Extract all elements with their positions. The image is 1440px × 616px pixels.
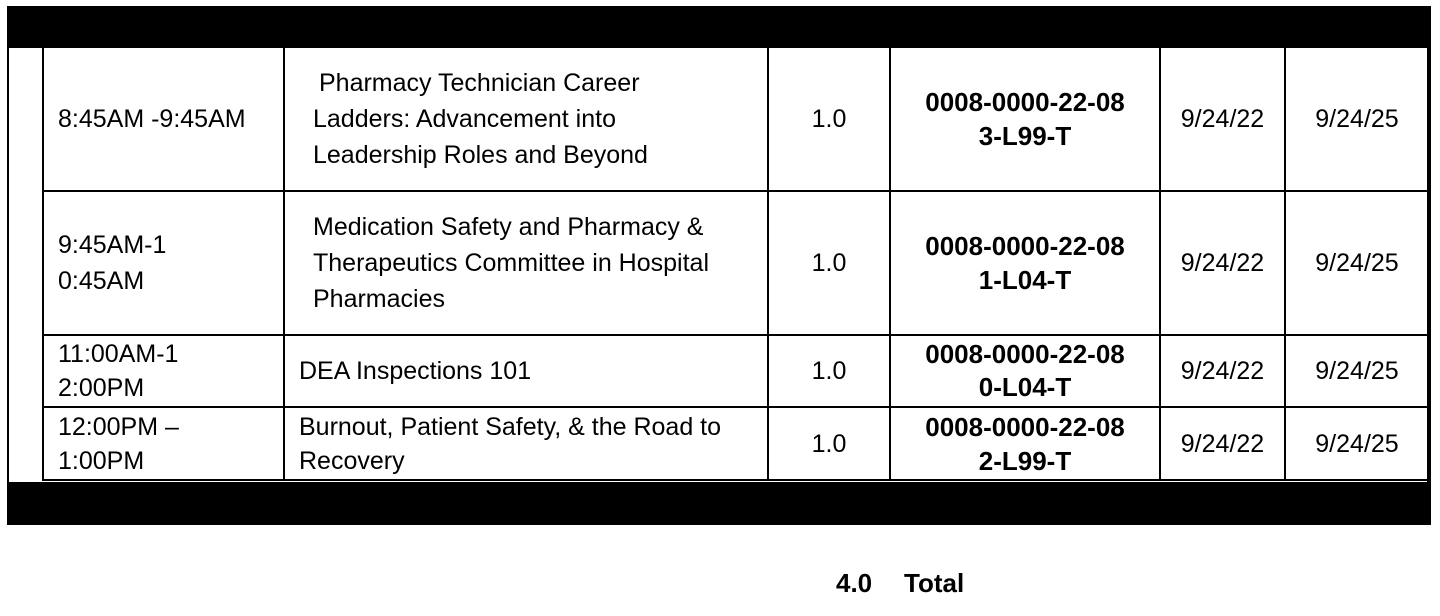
session-title-line: Pharmacy Technician Career: [319, 69, 640, 97]
session-time: [43, 335, 284, 407]
session-title: [284, 407, 768, 480]
session-title-line: Ladders: Advancement into Leadership Roles and Beyond: [313, 105, 648, 169]
credit-total-label: Total: [904, 568, 965, 598]
table-row: [43, 47, 1429, 191]
table-bottom-bar: [7, 482, 1431, 525]
session-title: [284, 191, 768, 335]
session-expiration-date: 9/24/25: [1285, 407, 1429, 480]
session-credits: 1.0: [768, 407, 890, 480]
table-left-border: [7, 48, 9, 482]
session-release-date: 9/24/22: [1160, 407, 1285, 480]
session-uan-text: 0008-0000-22-083-L99-T: [925, 87, 1125, 151]
session-title: DEA Inspections 101: [284, 335, 768, 407]
session-release-date: 9/24/22: [1160, 191, 1285, 335]
table-row: [43, 407, 1429, 480]
session-schedule-table: [42, 46, 1430, 481]
session-credits: 1.0: [768, 191, 890, 335]
session-uan: [890, 335, 1160, 407]
session-time: [43, 191, 284, 335]
session-uan-text: 0008-0000-22-080-L04-T: [925, 339, 1125, 402]
session-uan: [890, 47, 1160, 191]
session-time: [43, 407, 284, 480]
session-title: [284, 47, 768, 191]
session-time-text: 11:00AM-12:00PM: [58, 340, 179, 402]
session-uan: [890, 407, 1160, 480]
session-time-text: 9:45AM-10:45AM: [58, 231, 167, 295]
session-title-text: Burnout, Patient Safety, & the Road to Recovery: [299, 412, 722, 475]
credit-total-value: 4.0: [836, 568, 873, 598]
session-expiration-date: 9/24/25: [1285, 335, 1429, 407]
session-expiration-date: 9/24/25: [1285, 191, 1429, 335]
session-title-text: Medication Safety and Pharmacy & Therapeutics Committee in Hospital Pharmacies: [313, 213, 709, 313]
session-credits: 1.0: [768, 47, 890, 191]
session-time: 8:45AM -9:45AM: [43, 47, 284, 191]
session-uan-text: 0008-0000-22-082-L99-T: [925, 411, 1125, 476]
table-row: [43, 335, 1429, 407]
session-uan: [890, 191, 1160, 335]
session-time-text: 12:00PM – 1:00PM: [58, 412, 179, 475]
session-expiration-date: 9/24/25: [1285, 47, 1429, 191]
session-uan-text: 0008-0000-22-081-L04-T: [925, 231, 1125, 295]
session-release-date: 9/24/22: [1160, 335, 1285, 407]
session-credits: 1.0: [768, 335, 890, 407]
credit-total: [836, 568, 964, 599]
table-row: [43, 191, 1429, 335]
session-release-date: 9/24/22: [1160, 47, 1285, 191]
table-top-bar: [7, 6, 1431, 48]
